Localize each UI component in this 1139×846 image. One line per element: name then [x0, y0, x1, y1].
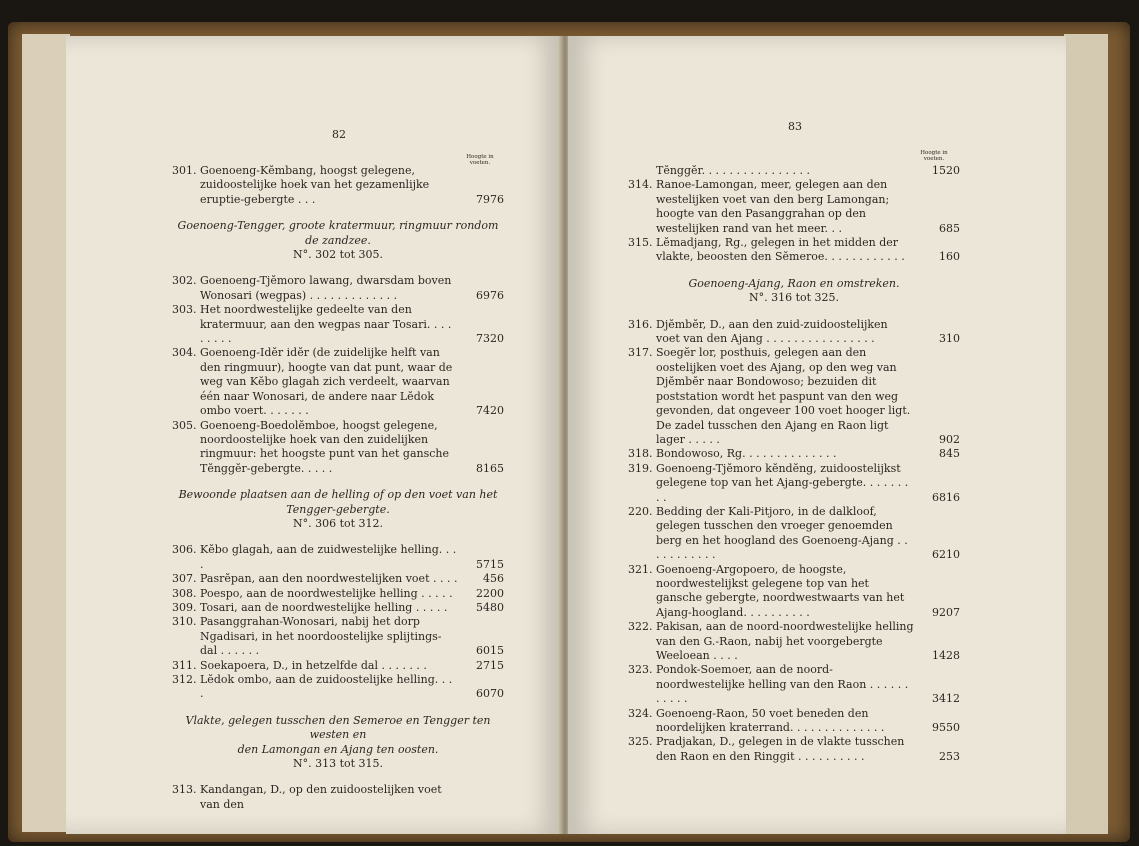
list-item: 315. Lĕmadjang, Rg., gelegen in het midden der vlakte, beoosten den Sĕmeroe. . . . . . . . . . . . 160: [628, 236, 960, 264]
section-title: Goenoeng-Tengger, groote kratermuur, ringmuur rondom de zandzee.: [177, 219, 499, 247]
list-item: 318. Bondowoso, Rg. . . . . . . . . . . . . . 845: [628, 447, 960, 461]
list-item: 314. Ranoe-Lamongan, meer, gelegen aan den westelijken voet van den berg Lamongan; hoogte van den Pasanggrahan op den westelijken rand van het meer. . . 685: [628, 178, 960, 235]
section-title: Goenoeng-Ajang, Raon en omstreken.: [688, 276, 900, 290]
left-page: [66, 36, 562, 834]
right-page: [568, 36, 1066, 834]
list-item: 324. Goenoeng-Raon, 50 voet beneden den noordelijken kraterrand. . . . . . . . . . . . . . 9550: [628, 706, 960, 735]
list-item: 312. Lĕdok ombo, aan de zuidoostelijke helling. . . . 6070: [172, 673, 504, 701]
right-page-text: [628, 164, 960, 764]
list-item: 303. Het noordwestelijke gedeelte van den kratermuur, aan den wegpas naar Tosari. . . . . . . . . 7320: [172, 303, 504, 346]
list-item: 323. Pondok-Soemoer, aan de noord-noordwestelijke helling van den Raon . . . . . . . . . . . 3412: [628, 663, 960, 706]
section-range: N°. 316 tot 325.: [748, 291, 840, 305]
section-title: Tengger-gebergte.: [286, 502, 390, 516]
list-item: 316. Djĕmbĕr, D., aan den zuid-zuidoostelijken voet van den Ajang . . . . . . . . . . . . . . . . 310: [628, 317, 960, 346]
list-item: 319. Goenoeng-Tjĕmoro kĕndĕng, zuidoostelijkst gelegene top van het Ajang-gebergte. . . . . . . . . 6816: [628, 461, 960, 504]
section-range: N°. 313 tot 315.: [292, 757, 384, 771]
list-item: 309. Tosari, aan de noordwestelijke helling . . . . . 5480: [172, 600, 504, 614]
page-number: 83: [788, 120, 802, 133]
column-header-hoogte: Hoogte in voeten.: [920, 150, 948, 162]
list-item: 306. Kĕbo glagah, aan de zuidwestelijke helling. . . . 5715: [172, 543, 504, 571]
list-item: 220. Bedding der Kali-Pitjoro, in de dalkloof, gelegen tusschen den vroeger genoemden berg en het hoogland des Goenoeng-Ajang . . . . . . . . . . . 6210: [628, 504, 960, 562]
list-item: 317. Soegĕr lor, posthuis, gelegen aan den oostelijken voet des Ajang, op den weg van Djĕmbĕr naar Bondowoso; bezuiden dit poststation wordt het paspunt van den weg gevonden, dat ongeveer 100 voet hooger ligt. De zadel tusschen den Ajang en Raon ligt lager . . . . . 902: [628, 346, 960, 446]
section-title: Vlakte, gelegen tusschen den Semeroe en Tengger ten westen en: [185, 713, 491, 742]
section-title: Bewoonde plaatsen aan de helling of op den voet van het: [178, 488, 498, 502]
page-edges-right: [1064, 34, 1108, 834]
page-edges-left: [22, 34, 70, 832]
section-range: N°. 306 tot 312.: [292, 516, 384, 530]
column-header-hoogte: Hoogte in voeten.: [466, 154, 494, 166]
list-item: 301. Goenoeng-Kĕmbang, hoogst gelegene, zuidoostelijke hoek van het gezamenlijke eruptie-gebergte . . . 7976: [172, 164, 504, 206]
list-item: 308. Poespo, aan de noordwestelijke helling . . . . . 2200: [172, 586, 504, 600]
list-item: 302. Goenoeng-Tjĕmoro lawang, dwarsdam boven Wonosari (wegpas) . . . . . . . . . . . . . 6976: [172, 274, 504, 302]
page-number: 82: [332, 128, 346, 141]
section-range: N°. 302 tot 305.: [292, 248, 384, 262]
list-item: 310. Pasanggrahan-Wonosari, nabij het dorp Ngadisari, in het noordoostelijke splijtings-dal . . . . . . 6015: [172, 615, 504, 658]
list-item: 311. Soekapoera, D., in hetzelfde dal . . . . . . . 2715: [172, 658, 504, 672]
list-item: 313. Kandangan, D., op den zuidoostelijken voet van den: [172, 783, 442, 811]
list-item: 307. Pasrĕpan, aan den noordwestelijken voet . . . . 456: [172, 572, 504, 586]
list-item: 325. Pradjakan, D., gelegen in de vlakte tusschen den Raon en den Ringgit . . . . . . . . . . 253: [628, 735, 960, 763]
list-item: 321. Goenoeng-Argopoero, de hoogste, noordwestelijkst gelegene top van het gansche gebergte, noordwestwaarts van het Ajang-hoogland. . . . . . . . . . 9207: [628, 562, 960, 619]
left-page-text: [172, 164, 504, 812]
list-item: 322. Pakisan, aan de noord-noordwestelijke helling van den G.-Raon, nabij het voorgebergte Weeloean . . . . 1428: [628, 620, 960, 662]
list-item: 305. Goenoeng-Boedolĕmboe, hoogst gelegene, noordoostelijke hoek van den zuidelijken ringmuur: het hoogste punt van het gansche Tĕnggĕr-gebergte. . . . . 8165: [172, 418, 504, 475]
section-title: den Lamongan en Ajang ten oosten.: [237, 742, 439, 756]
list-item: Tĕnggĕr. . . . . . . . . . . . . . . . 1520: [656, 164, 960, 177]
list-item: 304. Goenoeng-Idĕr idĕr (de zuidelijke helft van den ringmuur), hoogte van dat punt, waar de weg van Kĕbo glagah zich verdeelt, waarvan één naar Wonosari, de andere naar Lĕdok ombo voert. . . . . . . 7420: [172, 346, 504, 418]
